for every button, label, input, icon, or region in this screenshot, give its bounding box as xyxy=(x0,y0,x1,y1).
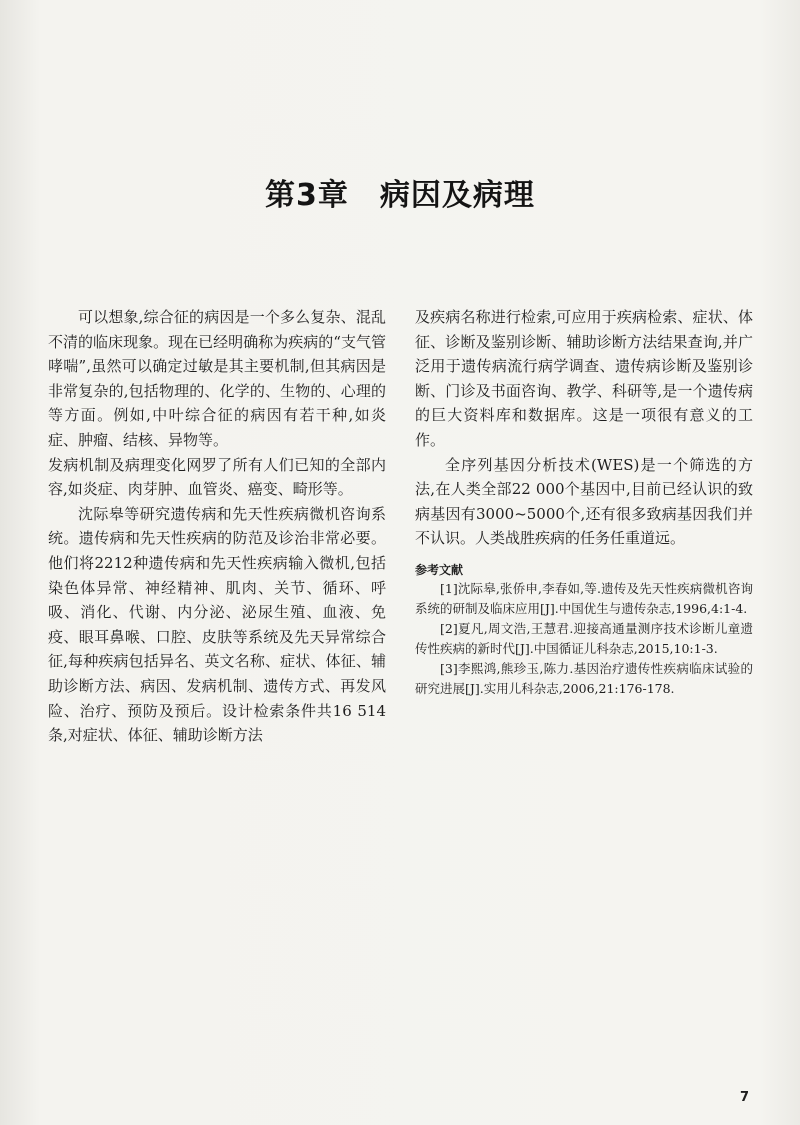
paragraph: 可以想象,综合征的病因是一个多么复杂、混乱不清的临床现象。现在已经明确称为疾病的“支气管哮喘”,虽然可以确定过敏是其主要机制,但其病因是非常复杂的,包括物理的、化学的、生物的、心理的等方面。例如,中叶综合征的病因有若干种,如炎症、肿瘤、结核、异物等。 xyxy=(48,308,386,449)
chapter-title: 第3章 病因及病理 xyxy=(265,178,535,213)
reference-item: [1]沈际皋,张侨申,李春如,等.遗传及先天性疾病微机咨询系统的研制及临床应用[J].中国优生与遗传杂志,1996,4:1-4. xyxy=(415,580,753,616)
paragraph: 及疾病名称进行检索,可应用于疾病检索、症状、体征、诊断及鉴别诊断、辅助诊断方法结果查询,并广泛用于遗传病流行病学调查、遗传病诊断及鉴别诊断、门诊及书面咨询、教学、科研等,是一个遗传病的巨大资料库和数据库。这是一项很有意义的工作。 xyxy=(415,308,753,449)
references-heading: 参考文献 xyxy=(415,562,464,577)
reference-item: [3]李熙鸿,熊珍玉,陈力.基因治疗遗传性疾病临床试验的研究进展[J].实用儿科杂志,2006,21:176-178. xyxy=(415,660,753,696)
reference-item: [2]夏凡,周文浩,王慧君.迎接高通量测序技术诊断儿童遗传性疾病的新时代[J].中国循证儿科杂志,2015,10:1-3. xyxy=(415,620,753,656)
left-column xyxy=(48,305,386,748)
paragraph: 全序列基因分析技术(WES)是一个筛选的方法,在人类全部22 000个基因中,目前已经认识的致病基因有3000~5000个,还有很多致病基因我们并不认识。人类战胜疾病的任务任重道远。 xyxy=(415,455,753,548)
paragraph: 发病机制及病理变化网罗了所有人们已知的全部内容,如炎症、肉芽肿、血管炎、癌变、畸形等。 xyxy=(48,455,386,499)
paragraph: 沈际皋等研究遗传病和先天性疾病微机咨询系统。遗传病和先天性疾病的防范及诊治非常必要。他们将2212种遗传病和先天性疾病输入微机,包括染色体异常、神经精神、肌肉、关节、循环、呼吸、消化、代谢、内分泌、泌尿生殖、血液、免疫、眼耳鼻喉、口腔、皮肤等系统及先天异常综合征,每种疾病包括异名、英文名称、症状、体征、辅助诊断方法、病因、发病机制、遗传方式、再发风险、治疗、预防及预后。设计检索条件共16 514条,对症状、体征、辅助诊断方法 xyxy=(48,504,386,745)
page-number: 7 xyxy=(740,1090,750,1105)
right-column xyxy=(415,305,753,699)
